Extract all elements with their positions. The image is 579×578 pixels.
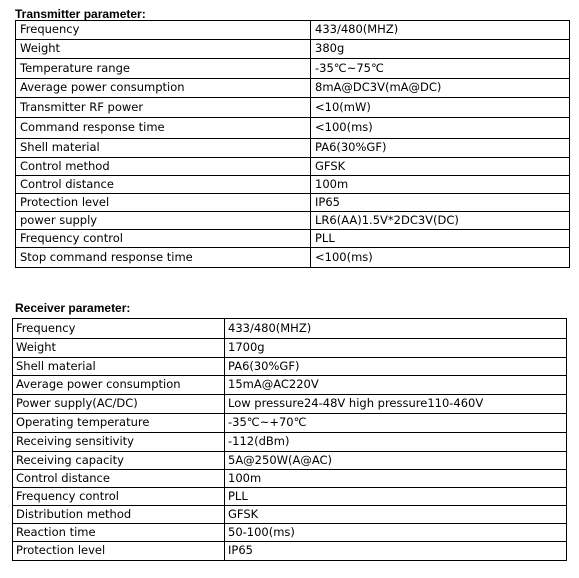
receiver-title: Receiver parameter: [15, 301, 131, 315]
table-row [13, 470, 567, 488]
table-row [13, 542, 567, 561]
parameter-label: Reaction time [13, 524, 225, 542]
parameter-value: 380g [311, 40, 570, 59]
parameter-label: Shell material [16, 139, 311, 158]
parameter-value: 433/480(MHZ) [225, 319, 567, 339]
parameter-value: <100(ms) [311, 248, 570, 268]
parameter-label: Protection level [16, 194, 311, 212]
table-row [16, 21, 570, 40]
table-row [13, 319, 567, 339]
table-row [13, 433, 567, 452]
parameter-value: 100m [311, 176, 570, 194]
parameter-label: Protection level [13, 542, 225, 561]
table-row [16, 158, 570, 176]
parameter-value: PA6(30%GF) [225, 358, 567, 376]
parameter-label: Receiving capacity [13, 452, 225, 470]
parameter-label: Control method [16, 158, 311, 176]
table-row [16, 176, 570, 194]
transmitter-title: Transmitter parameter: [15, 7, 146, 21]
parameter-label: Operating temperature [13, 414, 225, 433]
parameter-value: <100(ms) [311, 118, 570, 139]
table-row [13, 339, 567, 358]
parameter-label: Receiving sensitivity [13, 433, 225, 452]
parameter-value: 15mA@AC220V [225, 376, 567, 395]
table-row [16, 79, 570, 98]
table-row [16, 248, 570, 268]
parameter-label: Frequency [16, 21, 311, 40]
table-row [16, 59, 570, 79]
parameter-label: Shell material [13, 358, 225, 376]
parameter-value: LR6(AA)1.5V*2DC3V(DC) [311, 212, 570, 230]
parameter-label: Transmitter RF power [16, 98, 311, 118]
parameter-label: Weight [13, 339, 225, 358]
parameter-label: Control distance [13, 470, 225, 488]
parameter-label: Frequency [13, 319, 225, 339]
table-row [13, 376, 567, 395]
parameter-value: GFSK [311, 158, 570, 176]
table-row [13, 452, 567, 470]
table-row [16, 40, 570, 59]
table-row [16, 230, 570, 248]
table-row [16, 98, 570, 118]
parameter-label: Command response time [16, 118, 311, 139]
table-row [13, 488, 567, 506]
parameter-value: GFSK [225, 506, 567, 524]
table-row [13, 506, 567, 524]
parameter-value: 100m [225, 470, 567, 488]
parameter-value: PA6(30%GF) [311, 139, 570, 158]
receiver-parameter-table [12, 318, 567, 561]
parameter-value: PLL [225, 488, 567, 506]
parameter-value: -35℃~+70℃ [225, 414, 567, 433]
parameter-value: Low pressure24-48V high pressure110-460V [225, 395, 567, 414]
parameter-label: Stop command response time [16, 248, 311, 268]
table-row [16, 212, 570, 230]
parameter-label: Distribution method [13, 506, 225, 524]
parameter-value: 1700g [225, 339, 567, 358]
parameter-value: <10(mW) [311, 98, 570, 118]
parameter-label: power supply [16, 212, 311, 230]
parameter-value: 433/480(MHZ) [311, 21, 570, 40]
parameter-label: Power supply(AC/DC) [13, 395, 225, 414]
parameter-value: PLL [311, 230, 570, 248]
table-row [16, 194, 570, 212]
parameter-value: 5A@250W(A@AC) [225, 452, 567, 470]
table-row [16, 139, 570, 158]
table-row [13, 414, 567, 433]
parameter-value: -112(dBm) [225, 433, 567, 452]
parameter-label: Average power consumption [13, 376, 225, 395]
table-row [13, 524, 567, 542]
parameter-label: Control distance [16, 176, 311, 194]
parameter-label: Frequency control [13, 488, 225, 506]
parameter-label: Average power consumption [16, 79, 311, 98]
parameter-value: IP65 [225, 542, 567, 561]
parameter-value: 50-100(ms) [225, 524, 567, 542]
parameter-value: IP65 [311, 194, 570, 212]
parameter-value: -35℃~75℃ [311, 59, 570, 79]
table-row [16, 118, 570, 139]
transmitter-parameter-table [15, 20, 570, 268]
parameter-label: Temperature range [16, 59, 311, 79]
parameter-label: Frequency control [16, 230, 311, 248]
table-row [13, 358, 567, 376]
parameter-value: 8mA@DC3V(mA@DC) [311, 79, 570, 98]
table-row [13, 395, 567, 414]
parameter-label: Weight [16, 40, 311, 59]
